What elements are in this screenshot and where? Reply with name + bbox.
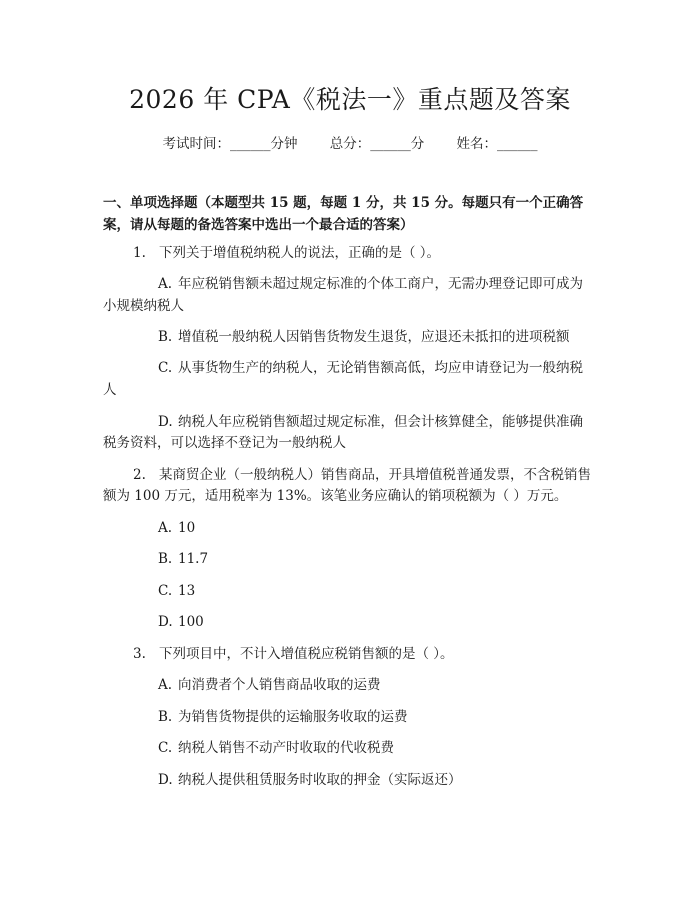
option-3d xyxy=(158,770,462,790)
option-2b xyxy=(158,549,208,569)
option-text: 100 xyxy=(178,614,204,630)
question-text: 某商贸企业（一般纳税人）销售商品，开具增值税普通发票，不含税销售 xyxy=(159,467,591,483)
option-1a xyxy=(158,274,583,294)
option-3c xyxy=(158,738,394,758)
option-text: 11.7 xyxy=(178,551,209,567)
option-letter: D. xyxy=(158,414,173,430)
name-field: 姓名：______ xyxy=(456,136,538,152)
question-1 xyxy=(133,243,440,263)
option-1c xyxy=(158,358,583,378)
option-3b xyxy=(158,707,408,727)
exam-meta xyxy=(0,132,700,152)
option-1d-continued: 税务资料，可以选择不登记为一般纳税人 xyxy=(103,435,346,451)
question-2-continued: 额为 100 万元，适用税率为 13%。该笔业务应确认的销项税额为（ ）万元。 xyxy=(103,488,568,504)
question-text: 下列关于增值税纳税人的说法，正确的是（ ）。 xyxy=(159,245,441,261)
option-letter: C. xyxy=(158,583,173,599)
option-letter: C. xyxy=(158,360,173,376)
total-score-field: 总分：______分 xyxy=(329,136,425,152)
section-heading-line: 案，请从每题的备选答案中选出一个最合适的答案） xyxy=(103,217,414,233)
option-text: 纳税人提供租赁服务时收取的押金（实际返还） xyxy=(178,772,462,788)
option-text: 为销售货物提供的运输服务收取的运费 xyxy=(178,709,408,725)
option-letter: C. xyxy=(158,740,173,756)
option-text: 10 xyxy=(178,520,196,536)
option-text: 从事货物生产的纳税人，无论销售额高低，均应申请登记为一般纳税 xyxy=(178,360,583,376)
option-letter: A. xyxy=(158,520,173,536)
page-title: 2026 年 CPA《税法一》重点题及答案 xyxy=(129,85,571,114)
section-heading xyxy=(103,192,608,236)
section-heading-line: 一、单项选择题（本题型共 15 题，每题 1 分，共 15 分。每题只有一个正确答 xyxy=(103,195,584,211)
option-letter: A. xyxy=(158,677,173,693)
option-1d xyxy=(158,412,583,432)
question-3 xyxy=(133,644,454,664)
option-letter: B. xyxy=(158,551,173,567)
option-letter: B. xyxy=(158,709,173,725)
option-text: 纳税人销售不动产时收取的代收税费 xyxy=(178,740,394,756)
question-number: 2. xyxy=(133,467,146,483)
question-number: 3. xyxy=(133,646,146,662)
option-1a-continued: 小规模纳税人 xyxy=(103,298,184,314)
option-text: 13 xyxy=(178,583,196,599)
question-text: 下列项目中，不计入增值税应税销售额的是（ ）。 xyxy=(159,646,454,662)
option-letter: D. xyxy=(158,772,173,788)
option-text: 年应税销售额未超过规定标准的个体工商户，无需办理登记即可成为 xyxy=(178,276,583,292)
option-2c xyxy=(158,581,195,601)
option-letter: B. xyxy=(158,329,173,345)
question-number: 1. xyxy=(133,245,146,261)
exam-time-field: 考试时间：______分钟 xyxy=(162,136,298,152)
option-2a xyxy=(158,518,195,538)
option-1b xyxy=(158,327,570,347)
option-3a xyxy=(158,675,381,695)
option-2d xyxy=(158,612,204,632)
option-1c-continued: 人 xyxy=(103,382,117,398)
option-text: 纳税人年应税销售额超过规定标准，但会计核算健全，能够提供准确 xyxy=(178,414,583,430)
option-text: 向消费者个人销售商品收取的运费 xyxy=(178,677,381,693)
option-letter: A. xyxy=(158,276,173,292)
option-text: 增值税一般纳税人因销售货物发生退货，应退还未抵扣的进项税额 xyxy=(178,329,570,345)
option-letter: D. xyxy=(158,614,173,630)
question-2 xyxy=(133,465,591,485)
